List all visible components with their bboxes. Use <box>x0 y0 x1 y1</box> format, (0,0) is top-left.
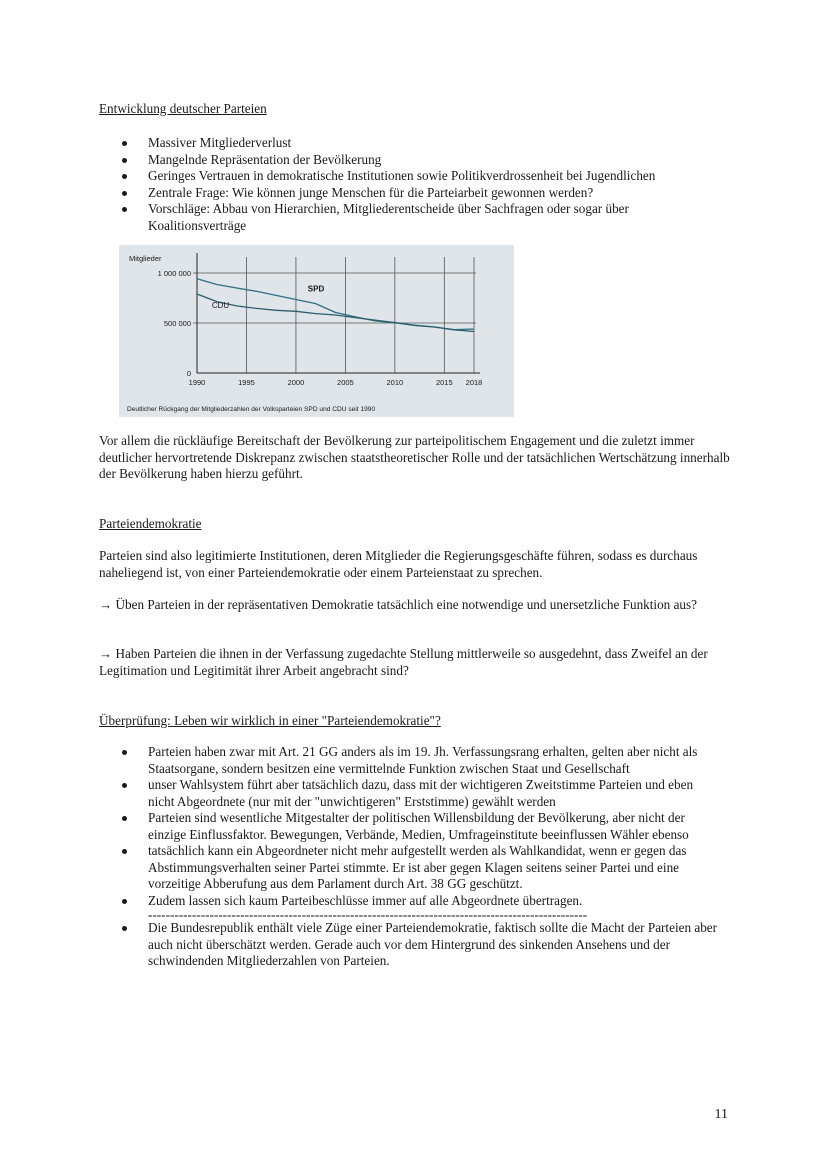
paragraph-entwicklung: Vor allem die rückläufige Bereitschaft der Bevölkerung zur parteipolitischem Engagement und die zuletzt immer deutlicher hervortretende Diskrepanz zwischen staatstheoretischer Rolle und der tatsächlichen Wertschätzung innerhalb der Bevölkerung haben hierzu geführt. <box>99 433 730 481</box>
list-item: Massiver Mitgliederverlust <box>99 135 739 152</box>
y-axis-label: Mitglieder <box>129 254 162 263</box>
membership-chart <box>119 245 514 417</box>
list-item: Parteien haben zwar mit Art. 21 GG anders als im 19. Jh. Verfassungsrang erhalten, gelten aber nicht als Staatsorgane, sondern besitzen eine vermittelnde Funktion zwischen Staat und Gesellschaft <box>99 744 698 777</box>
list-item: Mangelnde Repräsentation der Bevölkerung <box>99 152 739 169</box>
list-item: Parteien sind wesentliche Mitgestalter der politischen Willensbildung der Bevölkerung, aber nicht der einzige Einflussfaktor. Bewegungen, Verbände, Medien, Umfrageinstitute beeinflussen Wähler ebenso <box>99 810 703 843</box>
x-tick-label: 2010 <box>386 378 404 387</box>
y-tick-label: 500 000 <box>163 319 191 328</box>
list-item: tatsächlich kann ein Abgeordneter nicht mehr aufgestellt werden als Wahlkandidat, wenn er gegen das Abstimmungsverhalten seiner Partei stimmte. Er ist aber gegen Klagen seitens seiner Partei und eine vorzeitige Abberufung aus dem Parlament durch Art. 38 GG geschützt. <box>99 843 698 893</box>
y-tick-label: 1 000 000 <box>157 269 191 278</box>
list-item: Die Bundesrepublik enthält viele Züge einer Parteiendemokratie, faktisch sollte die Macht der Parteien aber auch nicht überschätzt werden. Gerade auch vor dem Hintergrund des sinkenden Ansehens und der schwindenden Mitgliederzahlen von Parteien. <box>99 920 718 970</box>
series-label-spd: SPD <box>307 284 325 294</box>
paragraph-parteiendemokratie: Parteien sind also legitimierte Institutionen, deren Mitglieder die Regierungsgeschäfte führen, sodass es durchaus naheliegend ist, von einer Parteiendemokratie oder einem Parteienstaat zu sprechen. <box>99 548 698 580</box>
section-heading-ueberpruefung: Überprüfung: Leben wir wirklich in einer "Parteiendemokratie"? <box>99 713 441 728</box>
series-line-spd <box>197 279 474 330</box>
list-item: Zentrale Frage: Wie können junge Menschen für die Parteiarbeit gewonnen werden? <box>99 185 739 202</box>
separator-line: ---------------------------------------------------------------------------------------------------- <box>148 909 588 920</box>
section-heading-parteiendemokratie: Parteiendemokratie <box>99 516 202 531</box>
x-tick-label: 1995 <box>238 378 255 387</box>
bullet-list-ueberpruefung <box>99 744 739 970</box>
y-tick-label: 0 <box>186 369 191 378</box>
x-tick-label: 2018 <box>465 378 483 387</box>
question-2: → Haben Parteien die ihnen in der Verfassung zugedachte Stellung mittlerweile so ausgedehnt, dass Zweifel an der Legitimation und Legitimität ihrer Arbeit angebracht sind? <box>99 646 708 678</box>
list-item: unser Wahlsystem führt aber tatsächlich dazu, dass mit der wichtigeren Zweitstimme Parteien und eben nicht Abgeordnete (nur mit der "unwichtigeren" Erststimme) gewählt werden <box>99 777 698 810</box>
section-heading-entwicklung: Entwicklung deutscher Parteien <box>99 101 267 116</box>
x-tick-label: 1990 <box>188 378 206 387</box>
list-item: Vorschläge: Abbau von Hierarchien, Mitgliederentscheide über Sachfragen oder sogar über Koalitionsverträge <box>99 201 678 234</box>
list-item: Zudem lassen sich kaum Parteibeschlüsse immer auf alle Abgeordnete übertragen. <box>99 893 708 910</box>
x-tick-label: 2000 <box>287 378 305 387</box>
question-1: → Üben Parteien in der repräsentativen Demokratie tatsächlich eine notwendige und unersetzliche Funktion aus? <box>99 597 697 612</box>
bullet-list-entwicklung <box>99 135 739 234</box>
chart-caption: Deutlicher Rückgang der Mitgliederzahlen der Volksparteien SPD und CDU seit 1990 <box>127 406 376 413</box>
list-item: Geringes Vertrauen in demokratische Institutionen sowie Politikverdrossenheit bei Jugendlichen <box>99 168 739 185</box>
chart-svg <box>119 245 514 417</box>
series-label-cdu: CDU <box>211 300 230 310</box>
page-number: 11 <box>714 1107 728 1122</box>
x-tick-label: 2005 <box>337 378 354 387</box>
x-tick-label: 2015 <box>435 378 453 387</box>
